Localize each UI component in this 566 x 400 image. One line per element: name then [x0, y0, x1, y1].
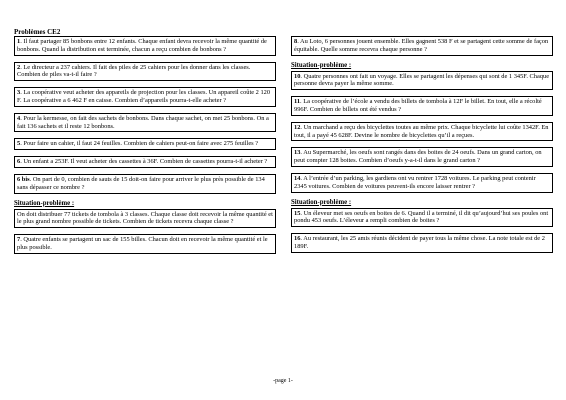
- problem-text: . Pour la kermesse, on fait des sachets de bonbons. Dans chaque sachet, on met 25 bonbons. On a fait 136 sachets et il reste 12 bonbons.: [17, 114, 269, 130]
- problem-text: . Quatre personnes ont fait un voyage. Elles se partagent les dépenses qui sont de 1 345F. Chaque personne devra payer la même somme.: [294, 72, 550, 88]
- problem-box: [291, 71, 553, 91]
- problem-number: 2: [17, 63, 21, 71]
- problem-text: . Le directeur a 237 cahiers. Il fait des piles de 25 cahiers pour les donner dans les classes. Combien de piles va-t-il faire ?: [17, 63, 251, 79]
- page-footer: -page 1-: [273, 378, 293, 384]
- problem-box: [14, 113, 276, 133]
- problem-number: 6: [17, 158, 21, 166]
- section-heading: Situation-problème :: [14, 199, 75, 207]
- right-column: [291, 36, 553, 259]
- problem-text: . Au Supermarché, les oeufs sont rangés dans des boites de 24 oeufs. Dans un grand carton, on peut compter 128 boites. Combien d’oeufs y-a-t-il dans le grand carton ?: [294, 149, 542, 165]
- problem-text: . A l’entrée d’un parking, les gardiens ont vu rentrer 1728 voitures. Le parking peut contenir 2345 voitures. Combien de voitures peuvent-ils encore laisser rentrer ?: [294, 174, 536, 190]
- problem-text: . Il faut partager 85 bonbons entre 12 enfants. Chaque enfant devra recevoir la même quantité de bonbons. Quand la distribution est terminée, chacun a reçu combien de bonbons ?: [17, 38, 267, 53]
- problem-number: 6 bis: [17, 175, 30, 183]
- problem-text: . Un éleveur met ses oeufs en boites de 6. Quand il a terminé, il dit qu’aujourd’hui ses poules ont pondu 453 oeufs. L’éleveur a rempli combien de boites ?: [294, 209, 549, 225]
- problem-box: [14, 87, 276, 107]
- problem-number: 12: [294, 123, 301, 131]
- problem-text: On doit distribuer 77 tickets de tombola à 3 classes. Chaque classe doit recevoir la même quantité et le plus grand nombre possible de tickets. Combien de tickets recevra chaque classe ?: [17, 210, 273, 226]
- problem-number: 15: [294, 209, 301, 217]
- problem-text: . Quatre enfants se partagent un sac de 155 billes. Chacun doit en recevoir la même quantité et le plus possible.: [17, 236, 268, 251]
- problem-text: . Au Loto, 6 personnes jouent ensemble. Elles gagnent 538 F et se partagent cette somme de façon équitable. Quelle somme recevra chaque personne ?: [294, 38, 549, 53]
- problem-text: . On part de 0, combien de sauts de 15 doit-on faire pour arriver le plus près possible de 134 sans dépasser ce nombre ?: [17, 175, 265, 191]
- problem-text: . Pour faire un cahier, il faut 24 feuilles. Combien de cahiers peut-on faire avec 275 feuilles ?: [20, 140, 259, 148]
- problem-text: . Un marchand a reçu des bicyclettes toutes au même prix. Chaque bicyclette lui coûte 1342F. En tout, il a payé 45 628F. Devine le nombre de bicyclettes qu’il a reçues.: [294, 123, 549, 139]
- problem-box: [291, 233, 553, 253]
- problem-number: 11: [294, 98, 301, 106]
- problem-box: [291, 208, 553, 228]
- problem-box: [291, 173, 553, 193]
- problem-box: [14, 234, 276, 254]
- problem-number: 16: [294, 235, 301, 243]
- problem-number: 13: [294, 149, 301, 157]
- problem-number: 14: [294, 174, 301, 182]
- section-heading: Situation-problème :: [291, 198, 352, 206]
- problem-box: [14, 138, 276, 150]
- problem-number: 7: [17, 236, 21, 244]
- problem-box: [14, 62, 276, 82]
- problem-text: . Au restaurant, les 25 amis réunis décident de payer tous la même chose. La note totale est de 2 189F.: [294, 235, 545, 250]
- problem-number: 3: [17, 89, 21, 97]
- page-title: Problèmes CE2: [14, 28, 61, 36]
- problem-box: [14, 36, 276, 56]
- problem-box: [291, 96, 553, 116]
- problem-text: . La coopérative veut acheter des appareils de projection pour les classes. Un appareil coûte 2 120 F. La coopérative a 6 462 F en caisse. Combien d’appareils pourra-t-elle acheter ?: [17, 89, 271, 104]
- problem-number: 1: [17, 38, 21, 45]
- problem-box: [14, 209, 276, 229]
- problem-text: . La coopérative de l’école a vendu des billets de tombola à 12F le billet. En tout, elle a récolté 996F. Combien de billets ont été vendus ?: [294, 98, 542, 113]
- problem-box: [14, 174, 276, 194]
- section-heading: Situation-problème :: [291, 61, 352, 69]
- problem-box: [291, 36, 553, 56]
- problem-text: . Un enfant a 253F. Il veut acheter des cassettes à 36F. Combien de cassettes pourra-t-il acheter ?: [20, 158, 268, 166]
- problem-box: [291, 147, 553, 167]
- problem-number: 8: [294, 38, 298, 45]
- problem-number: 4: [17, 114, 21, 122]
- problem-box: [291, 122, 553, 142]
- problem-number: 5: [17, 140, 21, 148]
- left-column: [14, 36, 276, 260]
- problem-number: 10: [294, 72, 301, 80]
- problem-box: [14, 156, 276, 168]
